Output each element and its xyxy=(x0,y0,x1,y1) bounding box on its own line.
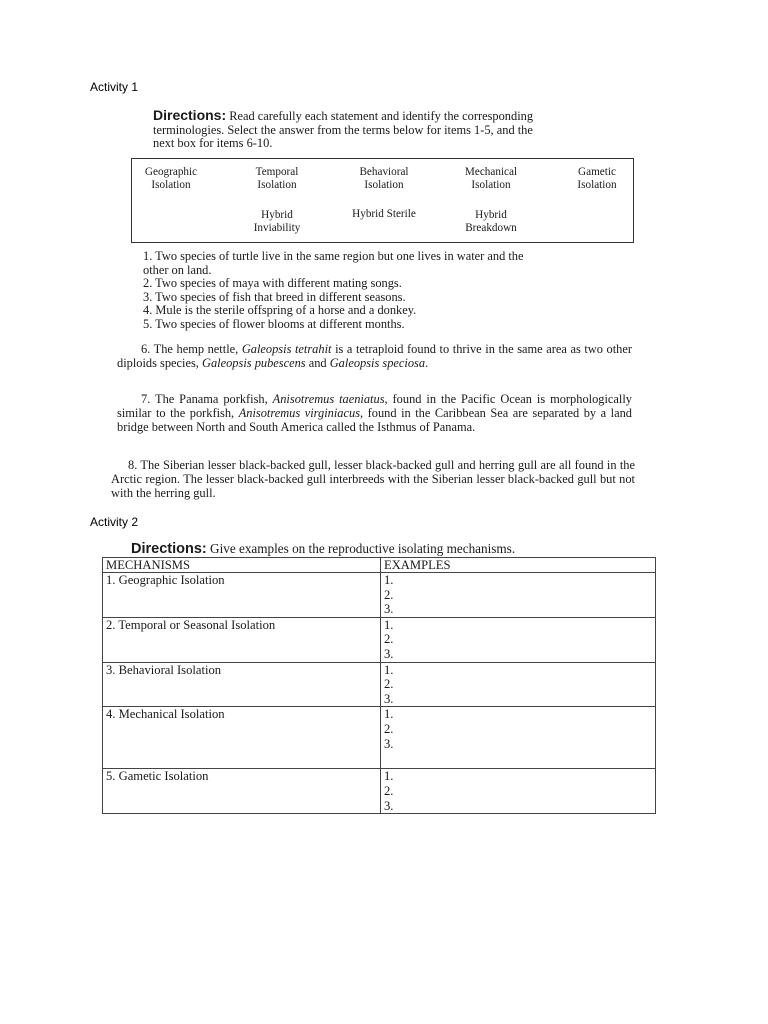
table-row xyxy=(103,769,656,814)
table-row xyxy=(103,662,656,707)
example-line: 2. xyxy=(384,677,394,692)
examples-cell[interactable] xyxy=(381,707,656,769)
example-line: 1. xyxy=(384,707,394,722)
directions-line: next box for items 6-10. xyxy=(153,136,273,150)
term-temporal-isolation: Temporal Isolation xyxy=(255,166,299,191)
example-line: 1. xyxy=(384,662,394,677)
activity-1-directions xyxy=(153,109,643,151)
activity-1-label: Activity 1 xyxy=(90,80,139,94)
example-line: 3. xyxy=(384,736,394,751)
directions-line: terminologies. Select the answer from the terms below for items 1-5, and the xyxy=(153,122,533,137)
question-line: 3. Two species of fish that breed in different seasons. xyxy=(143,289,406,304)
terms-box xyxy=(131,158,634,243)
activity-2-label: Activity 2 xyxy=(90,515,139,529)
term-hybrid-breakdown: Hybrid Breakdown xyxy=(465,209,517,234)
examples-cell[interactable] xyxy=(381,573,656,618)
examples-cell[interactable] xyxy=(381,769,656,814)
table-row xyxy=(103,617,656,662)
example-line: 2. xyxy=(384,721,394,736)
table-row xyxy=(103,573,656,618)
example-line: 2. xyxy=(384,632,394,647)
question-line: 2. Two species of maya with different mating songs. xyxy=(143,276,402,290)
term-geographic-isolation: Geographic Isolation xyxy=(144,166,198,191)
example-line: 2. xyxy=(384,783,394,798)
table-row xyxy=(103,707,656,769)
directions-text: Give examples on the reproductive isolating mechanisms. xyxy=(210,541,516,556)
term-gametic-isolation: Gametic Isolation xyxy=(577,166,617,191)
example-line: 3. xyxy=(384,602,394,617)
example-line: 3. xyxy=(384,646,394,661)
directions-line: Read carefully each statement and identify the corresponding xyxy=(229,109,534,123)
example-line: 3. xyxy=(384,691,394,706)
question-line: 4. Mule is the sterile offspring of a horse and a donkey. xyxy=(143,303,417,317)
term-mechanical-isolation: Mechanical Isolation xyxy=(464,166,518,191)
question-line: other on land. xyxy=(143,262,212,277)
question-line: 5. Two species of flower blooms at different months. xyxy=(143,316,405,331)
examples-cell[interactable] xyxy=(381,662,656,707)
example-line: 1. xyxy=(384,617,394,632)
term-behavioral-isolation: Behavioral Isolation xyxy=(359,166,409,191)
question-6: 6. The hemp nettle, Galeopsis tetrahit is a tetraploid found to thrive in the same area as two other diploids species, Galeopsis pubescens and Galeopsis speciosa. xyxy=(117,342,632,370)
header-examples: EXAMPLES xyxy=(381,558,656,573)
mechanism-cell: 1. Geographic Isolation xyxy=(103,573,381,618)
items-1-to-5 xyxy=(143,250,633,331)
question-7: 7. The Panama porkfish, Anisotremus taeniatus, found in the Pacific Ocean is morphologically similar to the porkfish, Anisotremus virginiacus, found in the Caribbean Sea are separated by a land bridge between North and South America called the Isthmus of Panama. xyxy=(117,392,632,434)
table-header-row xyxy=(103,558,656,573)
header-mechanisms: MECHANISMS xyxy=(103,558,381,573)
question-line: 1. Two species of turtle live in the same region but one lives in water and the xyxy=(143,249,524,263)
example-line: 3. xyxy=(384,798,394,813)
mechanisms-table xyxy=(102,557,656,814)
term-hybrid-sterile: Hybrid Sterile xyxy=(352,208,416,220)
mechanism-cell: 5. Gametic Isolation xyxy=(103,769,381,814)
directions-heading: Directions: xyxy=(153,107,227,123)
term-hybrid-inviability: Hybrid Inviability xyxy=(253,209,301,234)
activity-2-directions xyxy=(131,541,651,557)
example-line: 2. xyxy=(384,587,394,602)
example-line: 1. xyxy=(384,573,394,587)
mechanism-cell: 4. Mechanical Isolation xyxy=(103,707,381,769)
question-8: 8. The Siberian lesser black-backed gull, lesser black-backed gull and herring gull are all found in the Arctic region. The lesser black-backed gull interbreeds with the Siberian lesser black-backed gull but not with the herring gull. xyxy=(111,458,635,500)
mechanism-cell: 3. Behavioral Isolation xyxy=(103,662,381,707)
mechanism-cell: 2. Temporal or Seasonal Isolation xyxy=(103,617,381,662)
examples-cell[interactable] xyxy=(381,617,656,662)
example-line: 1. xyxy=(384,769,394,784)
directions-heading: Directions: xyxy=(131,541,207,557)
